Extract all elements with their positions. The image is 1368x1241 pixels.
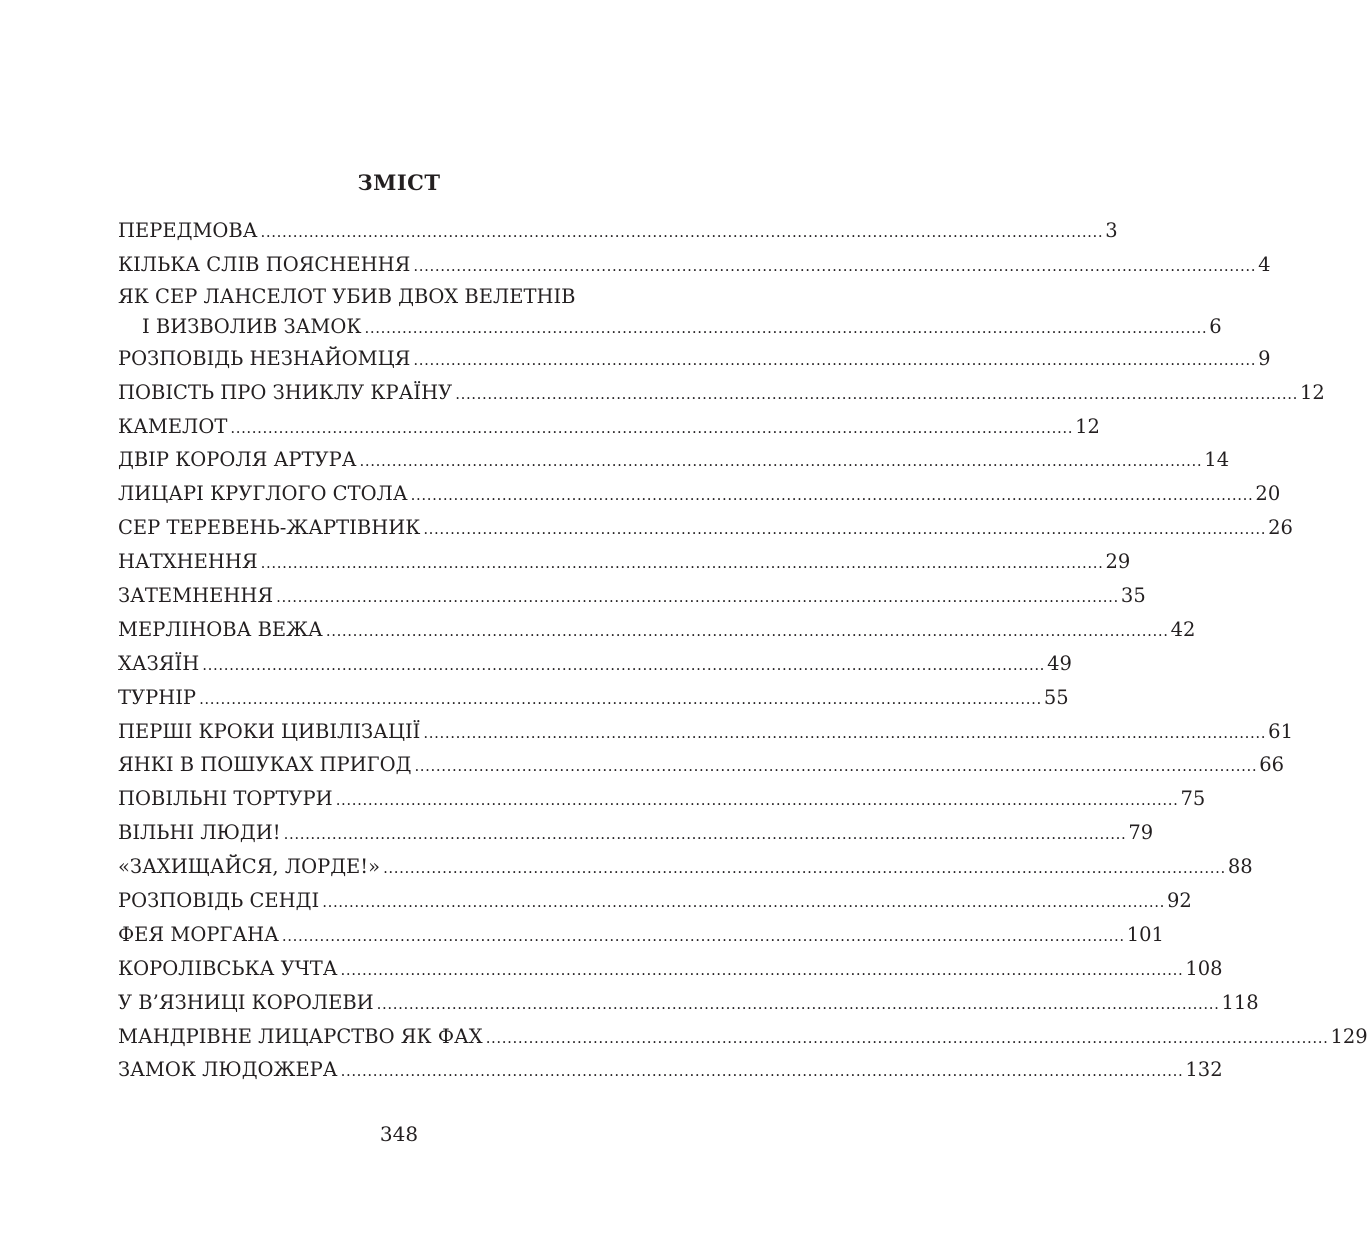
toc-entry-title: ПЕРШІ КРОКИ ЦИВІЛІЗАЦІЇ	[118, 719, 421, 743]
toc-entry-title: КОРОЛІВСЬКА УЧТА	[118, 956, 338, 980]
toc-entry-title: СЕР ТЕРЕВЕНЬ-ЖАРТІВНИК	[118, 516, 421, 540]
toc-entry	[118, 782, 1206, 816]
toc-leader-dots: .............................................................................................................................................................	[230, 418, 1074, 437]
page-title: ЗМІСТ	[357, 170, 441, 195]
toc-entry-continuation	[118, 312, 1222, 342]
toc-entry	[118, 1053, 1223, 1087]
toc-entry-title: НАТХНЕННЯ	[118, 550, 258, 574]
toc-leader-dots: .............................................................................................................................................................	[202, 655, 1046, 674]
toc-entry-title: ВІЛЬНІ ЛЮДИ!	[118, 821, 281, 845]
toc-entry	[118, 443, 1230, 477]
toc-leader-dots: .............................................................................................................................................................	[364, 318, 1208, 337]
toc-entry-title: ПОВІЛЬНІ ТОРТУРИ	[118, 787, 333, 811]
toc-entry-title: ДВІР КОРОЛЯ АРТУРА	[118, 448, 357, 472]
toc-entry-page: 29	[1105, 550, 1131, 574]
toc-leader-dots: .............................................................................................................................................................	[423, 520, 1267, 539]
toc-leader-dots: .............................................................................................................................................................	[325, 621, 1169, 640]
toc-entry	[118, 715, 1293, 749]
toc-entry	[118, 613, 1196, 647]
toc-entry-page: 6	[1209, 314, 1222, 338]
toc-leader-dots: .............................................................................................................................................................	[283, 825, 1127, 844]
toc-entry	[118, 850, 1253, 884]
toc-leader-dots: .............................................................................................................................................................	[383, 859, 1226, 878]
toc-entry-page: 101	[1126, 922, 1164, 946]
toc-leader-dots: .............................................................................................................................................................	[199, 689, 1042, 708]
toc-entry	[118, 579, 1146, 613]
toc-leader-dots: .............................................................................................................................................................	[410, 486, 1254, 505]
toc-entry-page: 129	[1330, 1024, 1368, 1048]
toc-entry-title: ПЕРЕДМОВА	[118, 219, 258, 242]
toc-entry-page: 14	[1204, 448, 1230, 472]
toc-entry-page: 26	[1268, 516, 1293, 540]
toc-entry-page: 66	[1259, 753, 1285, 777]
toc-leader-dots: .............................................................................................................................................................	[340, 960, 1184, 979]
toc-entry-page: 79	[1128, 821, 1154, 845]
page-number: 348	[379, 1122, 419, 1146]
toc-leader-dots: .............................................................................................................................................................	[260, 223, 1104, 241]
toc-entry-title: ЗАМОК ЛЮДОЖЕРА	[118, 1058, 338, 1082]
toc-entry-page: 55	[1043, 685, 1069, 709]
toc-entry-title: ФЕЯ МОРГАНА	[118, 922, 279, 946]
toc-entry-page: 92	[1167, 889, 1192, 913]
toc-entry-title: У В’ЯЗНИЦІ КОРОЛЕВИ	[118, 990, 374, 1014]
toc-entry-page: 118	[1221, 990, 1259, 1014]
toc-leader-dots: .............................................................................................................................................................	[413, 256, 1257, 275]
toc-entry-title: ХАЗЯЇН	[118, 651, 200, 675]
toc-leader-dots: .............................................................................................................................................................	[376, 994, 1220, 1013]
toc-entry	[118, 986, 1259, 1020]
toc-entry	[118, 410, 1100, 444]
toc-entry-page: 12	[1075, 414, 1100, 438]
toc-entry-page: 132	[1185, 1058, 1223, 1082]
toc-entry	[118, 748, 1285, 782]
toc-entry-page: 12	[1300, 380, 1325, 404]
toc-entry	[118, 511, 1293, 545]
toc-entry-title-line1: ЯК СЕР ЛАНСЕЛОТ УБИВ ДВОХ ВЕЛЕТНІВ	[118, 284, 576, 308]
toc-entry-title: ТУРНІР	[118, 685, 197, 709]
toc-entry	[118, 214, 1118, 248]
toc-leader-dots: .............................................................................................................................................................	[276, 588, 1119, 607]
toc-entry-title: ЗАТЕМНЕННЯ	[118, 584, 274, 608]
toc-entry-title: КІЛЬКА СЛІВ ПОЯСНЕННЯ	[118, 252, 411, 276]
toc-entry	[118, 248, 1271, 282]
toc-leader-dots: .............................................................................................................................................................	[340, 1062, 1184, 1081]
toc-entry-page: 49	[1047, 651, 1072, 675]
toc-entry-title: КАМЕЛОТ	[118, 414, 228, 438]
toc-entry-title: «ЗАХИЩАЙСЯ, ЛОРДЕ!»	[118, 855, 381, 879]
toc-entry-page: 9	[1258, 346, 1271, 370]
toc-leader-dots: .............................................................................................................................................................	[455, 384, 1298, 403]
toc-leader-dots: .............................................................................................................................................................	[322, 893, 1165, 912]
toc-entry	[118, 545, 1131, 579]
toc-entry	[118, 282, 701, 312]
toc-leader-dots: .............................................................................................................................................................	[359, 452, 1203, 471]
toc-entry-title: ЯНКІ В ПОШУКАХ ПРИГОД	[118, 753, 412, 777]
toc-entry-title: МЕРЛІНОВА ВЕЖА	[118, 617, 323, 641]
toc-leader-dots: .............................................................................................................................................................	[335, 791, 1179, 810]
toc-entry-page: 108	[1185, 956, 1223, 980]
table-of-contents	[118, 214, 1368, 1087]
toc-entry-page: 20	[1255, 482, 1281, 506]
toc-entry-page: 4	[1258, 252, 1271, 276]
toc-entry-title: ЛИЦАРІ КРУГЛОГО СТОЛА	[118, 482, 408, 506]
toc-entry	[118, 952, 1223, 986]
toc-entry	[118, 342, 1271, 376]
toc-entry	[118, 884, 1192, 918]
toc-entry	[118, 918, 1164, 952]
toc-entry	[118, 816, 1154, 850]
toc-entry	[118, 647, 1072, 681]
toc-entry	[118, 681, 1069, 715]
toc-leader-dots: .............................................................................................................................................................	[260, 554, 1104, 573]
toc-entry	[118, 477, 1281, 511]
toc-entry-title: ПОВІСТЬ ПРО ЗНИКЛУ КРАЇНУ	[118, 380, 453, 404]
toc-leader-dots: .............................................................................................................................................................	[281, 926, 1125, 945]
toc-entry	[118, 376, 1325, 410]
toc-leader-dots: .............................................................................................................................................................	[413, 350, 1257, 369]
toc-entry	[118, 1020, 1368, 1054]
toc-entry-page: 42	[1170, 617, 1196, 641]
toc-entry-page: 35	[1120, 584, 1146, 608]
toc-entry-title: РОЗПОВІДЬ СЕНДІ	[118, 889, 320, 913]
toc-entry-title-line2: І ВИЗВОЛИВ ЗАМОК	[142, 314, 362, 338]
toc-leader-dots: .............................................................................................................................................................	[423, 723, 1267, 742]
toc-entry-page: 61	[1268, 719, 1293, 743]
toc-entry-page: 75	[1180, 787, 1206, 811]
toc-entry-page: 88	[1227, 855, 1253, 879]
toc-entry-title: РОЗПОВІДЬ НЕЗНАЙОМЦЯ	[118, 346, 411, 370]
toc-entry-title: МАНДРІВНЕ ЛИЦАРСТВО ЯК ФАХ	[118, 1024, 483, 1048]
toc-leader-dots: .............................................................................................................................................................	[414, 757, 1258, 776]
toc-leader-dots: .............................................................................................................................................................	[485, 1028, 1329, 1047]
toc-entry-page: 3	[1105, 219, 1118, 242]
